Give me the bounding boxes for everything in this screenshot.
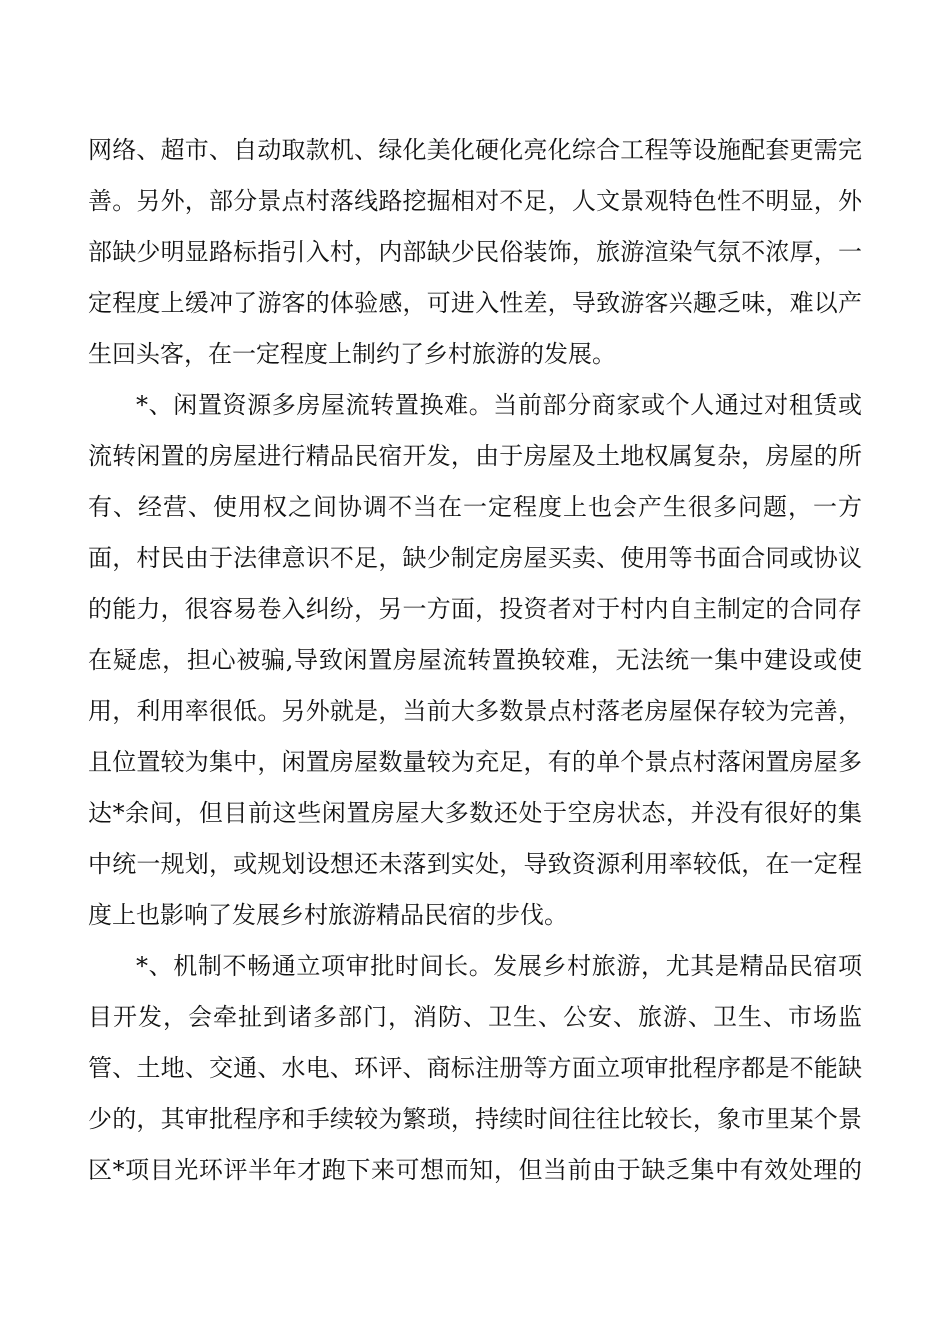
text-line: *、闲置资源多房屋流转置换难。当前部分商家或个人通过对租赁或 — [136, 391, 862, 419]
text-line: 在疑虑，担心被骗,导致闲置房屋流转置换较难，无法统一集中建设或使 — [88, 646, 862, 674]
paragraph-3 — [88, 941, 862, 1196]
text-line: 少的，其审批程序和手续较为繁琐，持续时间往往比较长，象市里某个景 — [88, 1105, 862, 1133]
text-line: 且位置较为集中，闲置房屋数量较为充足，有的单个景点村落闲置房屋多 — [88, 748, 862, 776]
text-line: 区*项目光环评半年才跑下来可想而知，但当前由于缺乏集中有效处理的 — [88, 1156, 862, 1184]
text-line: 有、经营、使用权之间协调不当在一定程度上也会产生很多问题，一方 — [88, 493, 862, 521]
text-line: 面，村民由于法律意识不足，缺少制定房屋买卖、使用等书面合同或协议 — [88, 544, 862, 572]
text-line: *、机制不畅通立项审批时间长。发展乡村旅游，尤其是精品民宿项 — [136, 952, 862, 980]
text-line: 用，利用率很低。另外就是，当前大多数景点村落老房屋保存较为完善， — [88, 697, 862, 725]
text-line: 生回头客，在一定程度上制约了乡村旅游的发展。 — [88, 340, 616, 368]
text-line: 中统一规划，或规划设想还未落到实处，导致资源利用率较低，在一定程 — [88, 850, 862, 878]
text-line: 网络、超市、自动取款机、绿化美化硬化亮化综合工程等设施配套更需完 — [88, 136, 862, 164]
text-line: 达*余间，但目前这些闲置房屋大多数还处于空房状态，并没有很好的集 — [88, 799, 862, 827]
text-line: 流转闲置的房屋进行精品民宿开发，由于房屋及土地权属复杂，房屋的所 — [88, 442, 862, 470]
paragraph-1 — [88, 125, 862, 380]
text-line: 的能力，很容易卷入纠纷，另一方面，投资者对于村内自主制定的合同存 — [88, 595, 862, 623]
text-line: 部缺少明显路标指引入村，内部缺少民俗装饰，旅游渲染气氛不浓厚，一 — [88, 238, 862, 266]
document-body — [88, 125, 862, 1196]
text-line: 定程度上缓冲了游客的体验感，可进入性差，导致游客兴趣乏味，难以产 — [88, 289, 862, 317]
paragraph-2 — [88, 380, 862, 941]
text-line: 管、土地、交通、水电、环评、商标注册等方面立项审批程序都是不能缺 — [88, 1054, 862, 1082]
text-line: 善。另外，部分景点村落线路挖掘相对不足，人文景观特色性不明显，外 — [88, 187, 862, 215]
text-line: 度上也影响了发展乡村旅游精品民宿的步伐。 — [88, 901, 568, 929]
text-line: 目开发，会牵扯到诸多部门，消防、卫生、公安、旅游、卫生、市场监 — [88, 1003, 862, 1031]
